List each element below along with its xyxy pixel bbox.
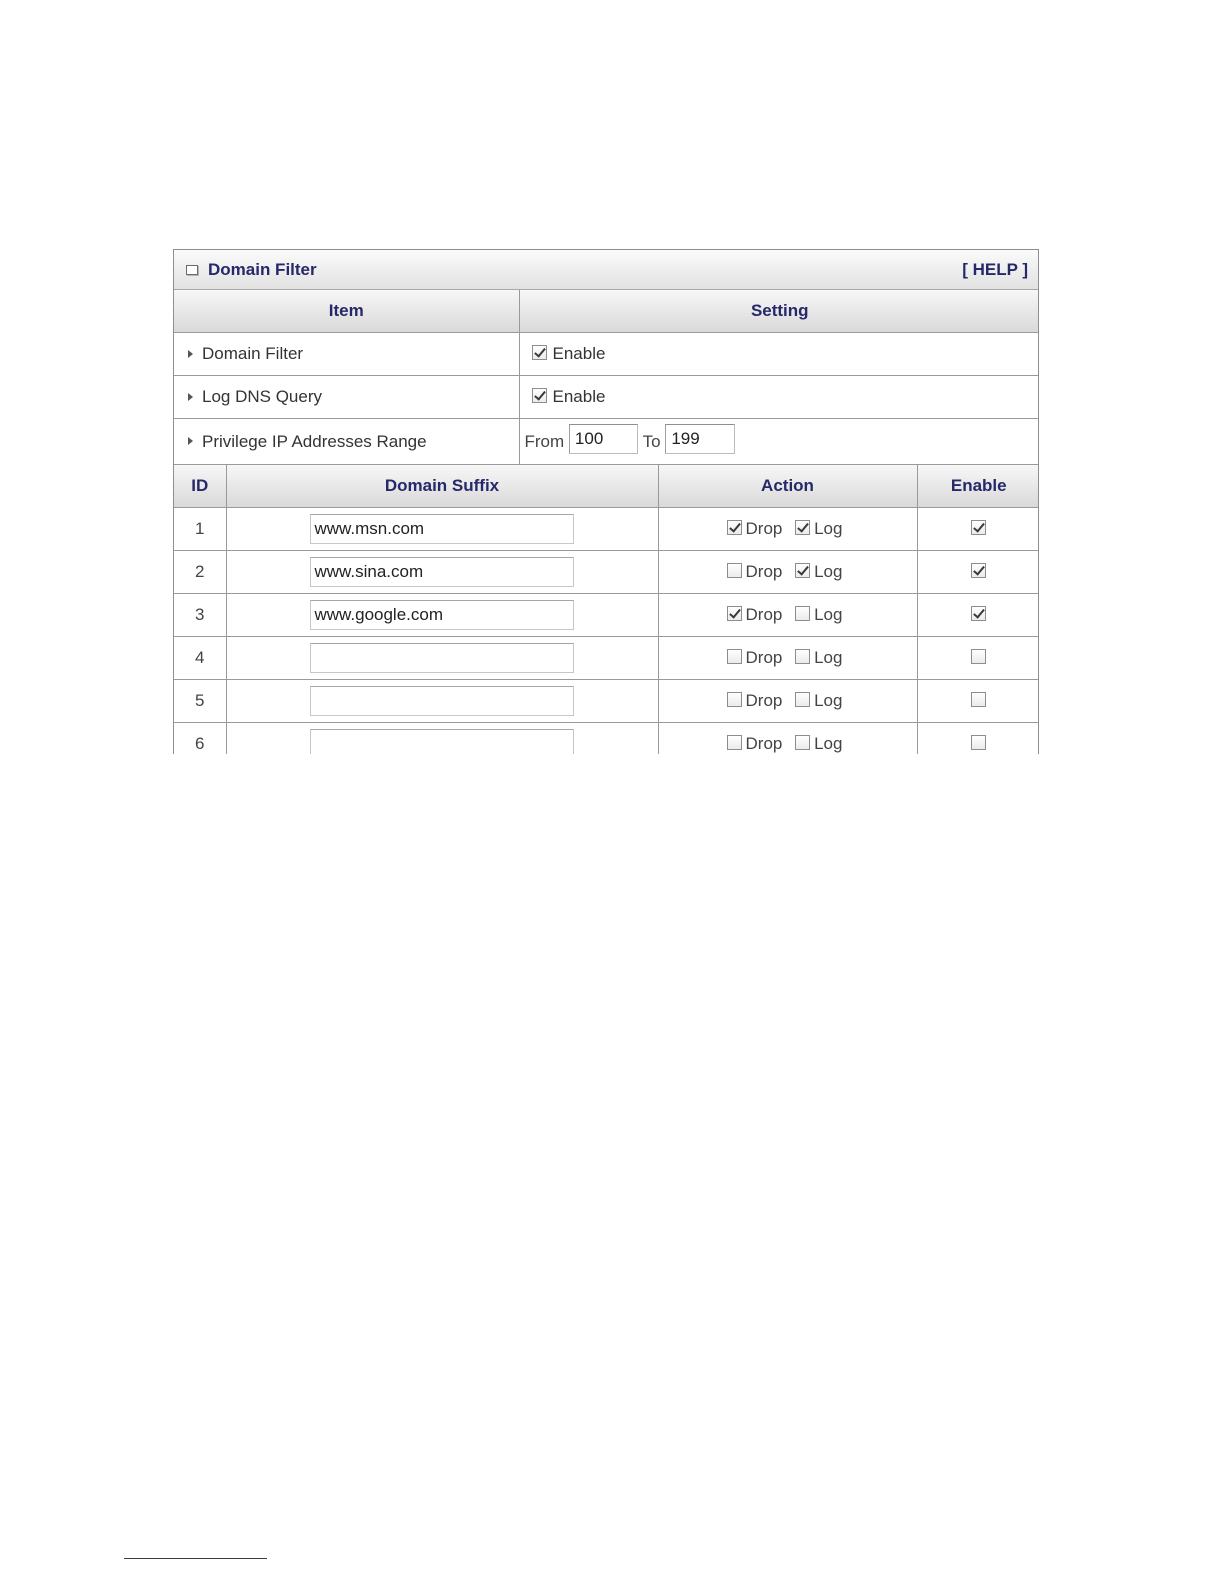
from-label: From — [524, 431, 565, 451]
enable-checkbox[interactable] — [971, 606, 986, 621]
enable-checkbox[interactable] — [971, 563, 986, 578]
rule-id: 5 — [174, 680, 226, 723]
table-row — [174, 551, 1039, 594]
window-icon — [186, 265, 198, 275]
enable-checkbox[interactable] — [971, 692, 986, 707]
log-dns-query-enable-label: Enable — [552, 387, 606, 407]
log-label: Log — [814, 562, 843, 582]
action-header: Action — [658, 465, 917, 508]
settings-table — [174, 290, 1039, 465]
expand-arrow-icon — [188, 350, 193, 358]
drop-label: Drop — [745, 519, 783, 539]
rule-id: 4 — [174, 637, 226, 680]
panel-titlebar — [174, 250, 1038, 290]
privilege-range-label: Privilege IP Addresses Range — [202, 431, 427, 451]
log-label: Log — [814, 734, 843, 754]
privilege-range-row — [174, 419, 1039, 465]
log-checkbox[interactable] — [795, 520, 810, 535]
domain-suffix-input[interactable] — [310, 729, 574, 754]
drop-label: Drop — [745, 562, 783, 582]
drop-checkbox[interactable] — [727, 563, 742, 578]
domain-filter-enable-checkbox[interactable] — [532, 345, 547, 360]
log-dns-query-row — [174, 376, 1039, 419]
drop-label: Drop — [745, 605, 783, 625]
range-to-input[interactable]: 199 — [665, 424, 735, 454]
drop-checkbox[interactable] — [727, 735, 742, 750]
log-checkbox[interactable] — [795, 563, 810, 578]
drop-label: Drop — [745, 691, 783, 711]
expand-arrow-icon — [188, 393, 193, 401]
log-label: Log — [814, 648, 843, 668]
drop-checkbox[interactable] — [727, 520, 742, 535]
log-dns-query-enable-checkbox[interactable] — [532, 388, 547, 403]
domain-rules-table — [174, 465, 1039, 754]
domain-filter-label: Domain Filter — [202, 344, 304, 363]
domain-suffix-input[interactable]: www.msn.com — [310, 514, 574, 544]
log-checkbox[interactable] — [795, 735, 810, 750]
rule-id: 6 — [174, 723, 226, 755]
drop-checkbox[interactable] — [727, 692, 742, 707]
expand-arrow-icon — [188, 437, 193, 445]
domain-suffix-header: Domain Suffix — [226, 465, 658, 508]
enable-checkbox[interactable] — [971, 520, 986, 535]
settings-header-row — [174, 290, 1039, 333]
drop-checkbox[interactable] — [727, 606, 742, 621]
domain-filter-panel — [173, 249, 1039, 754]
to-label: To — [642, 431, 661, 451]
log-checkbox[interactable] — [795, 606, 810, 621]
enable-checkbox[interactable] — [971, 649, 986, 664]
panel-title: Domain Filter — [208, 259, 317, 279]
id-header: ID — [174, 465, 226, 508]
log-checkbox[interactable] — [795, 649, 810, 664]
domain-suffix-input[interactable] — [310, 686, 574, 716]
drop-checkbox[interactable] — [727, 649, 742, 664]
log-label: Log — [814, 605, 843, 625]
rule-id: 1 — [174, 508, 226, 551]
table-row — [174, 723, 1039, 755]
setting-header: Setting — [519, 290, 1039, 333]
log-label: Log — [814, 519, 843, 539]
drop-label: Drop — [745, 648, 783, 668]
help-link[interactable]: [ HELP ] — [962, 259, 1028, 279]
domain-suffix-input[interactable]: www.google.com — [310, 600, 574, 630]
footnote-separator — [124, 1558, 267, 1559]
table-row — [174, 508, 1039, 551]
table-row — [174, 680, 1039, 723]
range-from-input[interactable]: 100 — [569, 424, 638, 454]
table-row — [174, 594, 1039, 637]
domain-filter-enable-label: Enable — [552, 344, 606, 364]
log-dns-query-label: Log DNS Query — [202, 387, 322, 406]
rule-id: 3 — [174, 594, 226, 637]
enable-checkbox[interactable] — [971, 735, 986, 750]
enable-header: Enable — [917, 465, 1039, 508]
log-label: Log — [814, 691, 843, 711]
rules-header-row — [174, 465, 1039, 508]
domain-suffix-input[interactable]: www.sina.com — [310, 557, 574, 587]
item-header: Item — [174, 290, 519, 333]
domain-filter-row — [174, 333, 1039, 376]
rule-id: 2 — [174, 551, 226, 594]
table-row — [174, 637, 1039, 680]
domain-suffix-input[interactable] — [310, 643, 574, 673]
log-checkbox[interactable] — [795, 692, 810, 707]
drop-label: Drop — [745, 734, 783, 754]
